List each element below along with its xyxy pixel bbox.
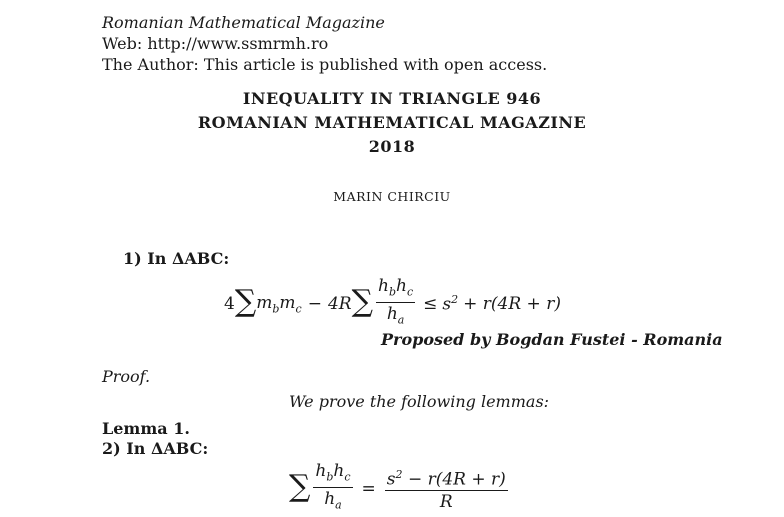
title-line-3: 2018 xyxy=(368,137,416,156)
eq-coef-1: 4 xyxy=(224,293,235,314)
eq-term-mb: $m_b$ xyxy=(256,292,280,316)
eq-coef-2: 4R xyxy=(327,293,352,314)
proposed-by: Proposed by Bogdan Fustei - Romania xyxy=(381,330,723,349)
proof-intro: We prove the following lemmas: xyxy=(289,392,550,411)
lemma-equation xyxy=(289,461,511,517)
fraction-hbhc-ha: $\frac{h_bh_c}{h_a}$ xyxy=(378,276,414,327)
journal-web: Web: http://www.ssmrmh.ro xyxy=(102,34,329,53)
lemma-title: Lemma 1. xyxy=(102,419,190,438)
proof-label: Proof. xyxy=(102,367,151,386)
summation-symbol-1: ∑ xyxy=(234,283,257,319)
eq-relation: ≤ xyxy=(423,293,438,314)
title-line-2: ROMANIAN MATHEMATICAL MAGAZINE xyxy=(197,113,587,132)
fraction-lemma-right: $\frac{s^2 - r(4R + r)}{R}$ xyxy=(385,465,508,513)
license-note: The Author: This article is published with open access. xyxy=(102,55,548,74)
journal-name: Romanian Mathematical Magazine xyxy=(102,13,385,32)
lemma-label: 2) In ΔABC: xyxy=(102,439,209,458)
summation-symbol-3: ∑ xyxy=(289,468,311,504)
eq-term-mc: $m_c$ xyxy=(279,292,302,316)
eq-rhs-rest: + r(4R + r) xyxy=(463,293,561,314)
title-line-1: INEQUALITY IN TRIANGLE 946 xyxy=(242,89,542,108)
summation-symbol-2: ∑ xyxy=(351,283,374,319)
author-name: MARIN CHIRCIU xyxy=(333,189,451,204)
lemma-relation: = xyxy=(361,478,376,499)
eq-minus: − xyxy=(307,293,322,314)
fraction-lemma-left: $\frac{h_bh_c}{h_a}$ xyxy=(315,461,351,512)
problem-label: 1) In ΔABC: xyxy=(123,249,230,268)
eq-rhs-s: $s^2$ xyxy=(442,293,459,315)
problem-inequality xyxy=(224,276,561,332)
